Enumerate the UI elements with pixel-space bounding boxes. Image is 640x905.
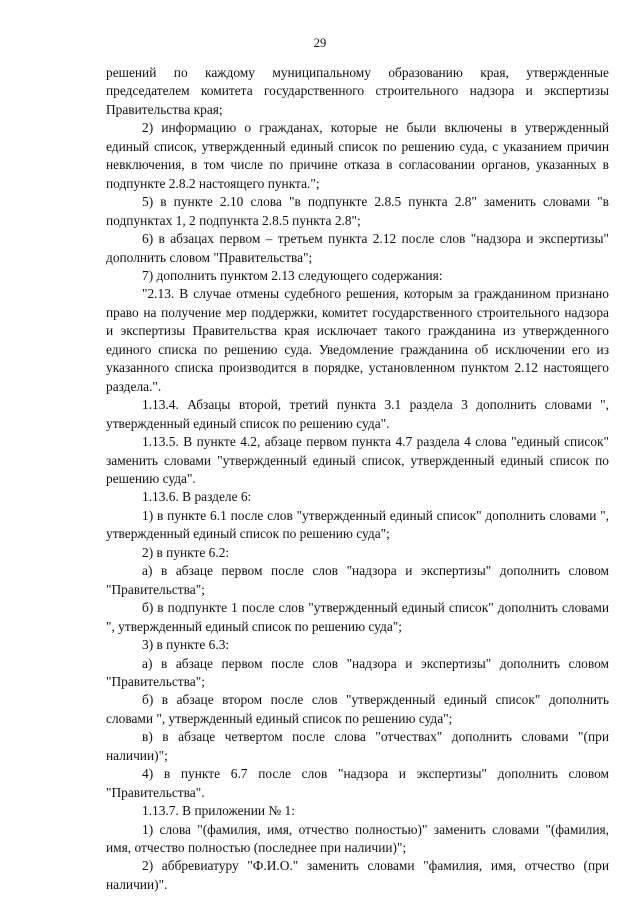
paragraph: б) в подпункте 1 после слов "утвержденный единый список" дополнить словами ", утвержденный единый список по решению суда";	[106, 600, 609, 634]
paragraph: решений по каждому муниципальному образованию края, утвержденные председателем комитета государственного строительного надзора и экспертизы Правительства края;	[106, 65, 609, 117]
paragraph: 6) в абзацах первом – третьем пункта 2.12 после слов "надзора и экспертизы" дополнить словом "Правительства";	[106, 231, 609, 265]
paragraph: 5) в пункте 2.10 слова "в подпункте 2.8.5 пункта 2.8" заменить словами "в подпунктах 1, 2 подпункта 2.8.5 пункта 2.8";	[106, 194, 609, 228]
paragraph: 2) информацию о гражданах, которые не были включены в утвержденный единый список, утвержденный единый список по решению суда, с указанием причин невключения, в том числе по причине отказа в согласовании органов, указанных в подпункте 2.8.2 настоящего пункта.";	[106, 120, 609, 191]
paragraph: 3) в пункте 6.3:	[142, 637, 230, 653]
paragraph: "2.13. В случае отмены судебного решения, которым за гражданином признано право на получение мер поддержки, комитет государственного строительного надзора и экспертизы Правительства края исключает такого гражданина из утвержденного единого списка по решению суда. Уведомление гражданина об исключении его из указанного списка производится в порядке, установленном пунктом 2.12 настоящего раздела.".	[106, 286, 609, 394]
paragraph: а) в абзаце первом после слов "надзора и экспертизы" дополнить словом "Правительства";	[106, 563, 609, 597]
paragraph: в) в абзаце четвертом после слова "отчествах" дополнить словами "(при наличии)";	[106, 729, 609, 763]
paragraph: 1.13.6. В разделе 6:	[142, 489, 252, 505]
paragraph: 1.13.5. В пункте 4.2, абзаце первом пункта 4.7 раздела 4 слова "единый список" заменить словами "утвержденный единый список, утвержденный единый список по решению суда".	[106, 434, 609, 486]
paragraph: 1.13.4. Абзацы второй, третий пункта 3.1 раздела 3 дополнить словами ", утвержденный единый список по решению суда".	[106, 397, 609, 431]
paragraph: 1.13.7. В приложении № 1:	[142, 803, 295, 819]
paragraph: 1) в пункте 6.1 после слов "утвержденный единый список" дополнить словами ", утвержденный единый список по решению суда";	[106, 507, 609, 542]
paragraph: 2) аббревиатуру "Ф.И.О." заменить словами "фамилия, имя, отчество (при наличии)".	[106, 858, 609, 892]
document-body	[106, 64, 609, 894]
paragraph: 2) в пункте 6.2:	[142, 544, 230, 560]
paragraph: 4) в пункте 6.7 после слов "надзора и экспертизы" дополнить словом "Правительства".	[106, 766, 609, 800]
paragraph: 7) дополнить пунктом 2.13 следующего содержания:	[142, 267, 443, 283]
page-number: 29	[313, 36, 327, 50]
paragraph: а) в абзаце первом после слов "надзора и экспертизы" дополнить словом "Правительства";	[106, 655, 609, 689]
paragraph: б) в абзаце втором после слов "утвержденный единый список" дополнить словами ", утвержденный единый список по решению суда";	[106, 692, 609, 726]
paragraph: 1) слова "(фамилия, имя, отчество полностью)" заменить словами "(фамилия, имя, отчество полностью (последнее при наличии)";	[106, 821, 609, 856]
